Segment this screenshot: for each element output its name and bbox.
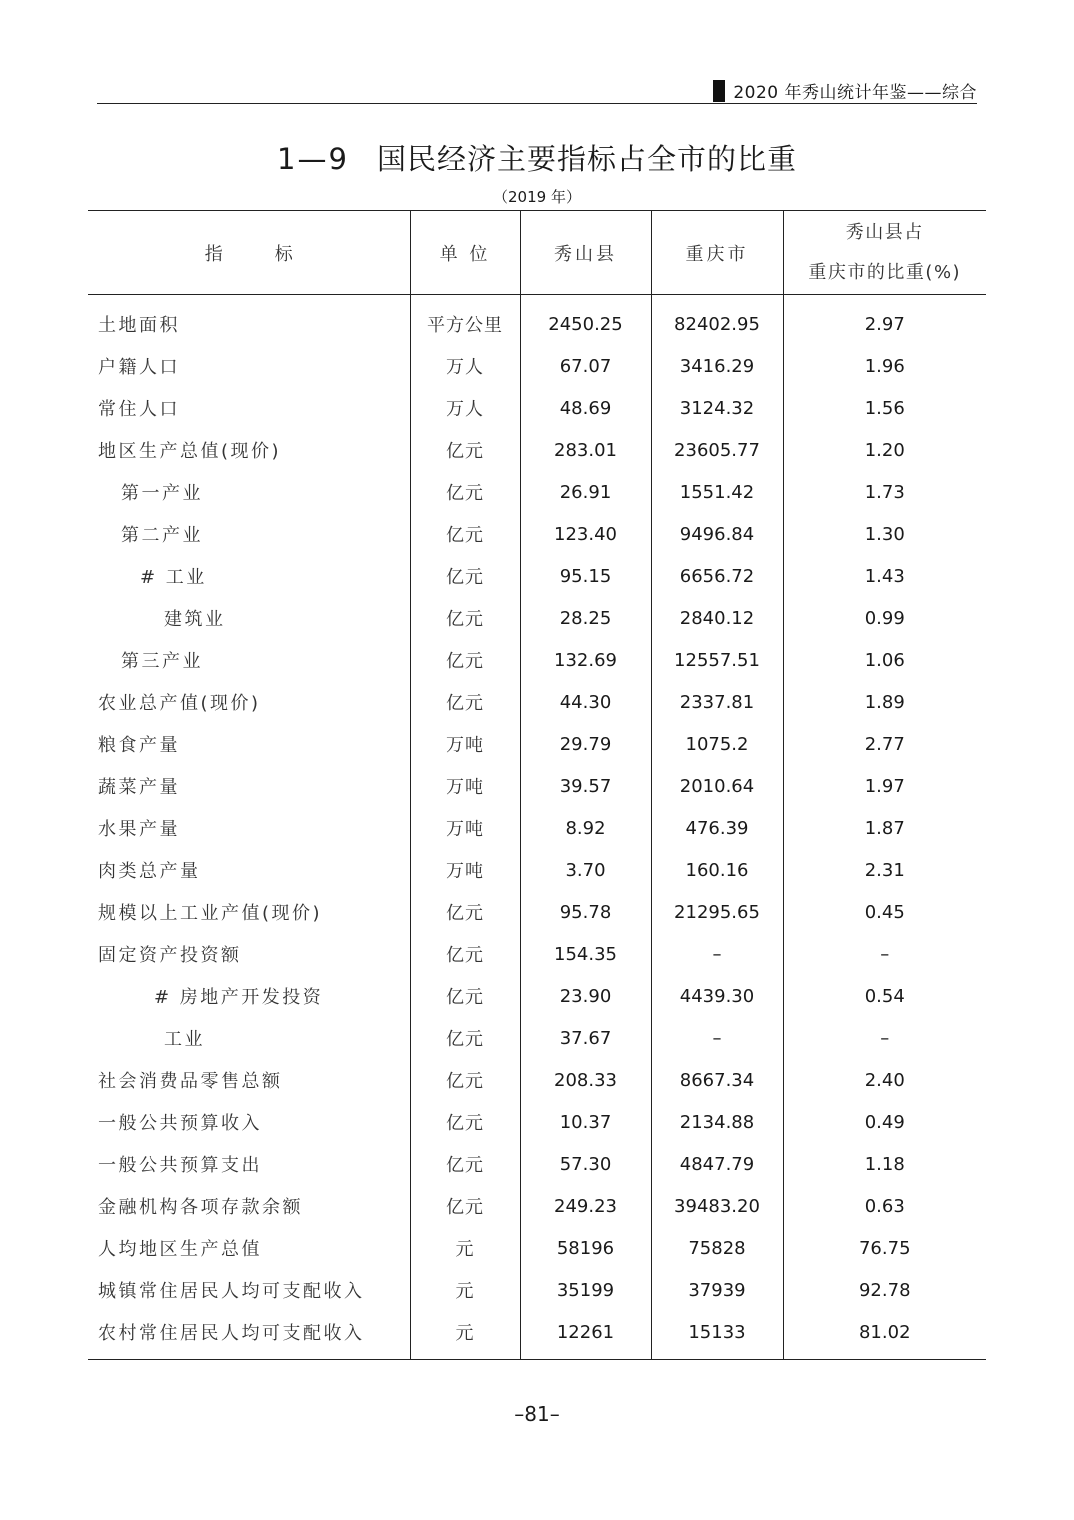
table-row [88,1143,986,1185]
unit-cell: 元 [410,1269,520,1311]
share-value-cell: 2.97 [783,295,986,346]
header-indicator: 指 标 [88,211,410,295]
share-value-cell: 1.56 [783,387,986,429]
chongqing-value-cell: 2337.81 [651,681,783,723]
indicator-table [88,210,986,1360]
table-row [88,1101,986,1143]
indicator-cell: 第三产业 [121,651,203,672]
share-value-cell: 76.75 [783,1227,986,1269]
chongqing-value-cell: 23605.77 [651,429,783,471]
chongqing-value-cell: 1551.42 [651,471,783,513]
indicator-cell: 土地面积 [98,315,180,336]
table-row [88,1227,986,1269]
chongqing-value-cell: 37939 [651,1269,783,1311]
indicator-cell: 城镇常住居民人均可支配收入 [98,1281,365,1302]
table-subtitle: （2019 年） [493,188,581,206]
xiushan-value-cell: 208.33 [520,1059,651,1101]
xiushan-value-cell: 10.37 [520,1101,651,1143]
header-share: 秀山县占 重庆市的比重(%) [783,211,986,295]
xiushan-value-cell: 8.92 [520,807,651,849]
table-row [88,975,986,1017]
chongqing-value-cell: 2840.12 [651,597,783,639]
share-value-cell: 1.30 [783,513,986,555]
indicator-cell: 建筑业 [164,609,226,630]
unit-cell: 亿元 [410,933,520,975]
share-value-cell: 2.77 [783,723,986,765]
xiushan-value-cell: 48.69 [520,387,651,429]
indicator-cell: 常住人口 [98,399,180,420]
indicator-cell: 固定资产投资额 [98,945,242,966]
indicator-cell: 人均地区生产总值 [98,1239,262,1260]
unit-cell: 亿元 [410,1017,520,1059]
chongqing-value-cell: 476.39 [651,807,783,849]
table-row [88,681,986,723]
xiushan-value-cell: 249.23 [520,1185,651,1227]
unit-cell: 亿元 [410,639,520,681]
share-value-cell: 0.63 [783,1185,986,1227]
indicator-cell: 金融机构各项存款余额 [98,1197,303,1218]
xiushan-value-cell: 35199 [520,1269,651,1311]
chongqing-value-cell: 39483.20 [651,1185,783,1227]
table-row [88,429,986,471]
share-value-cell: 2.31 [783,849,986,891]
unit-cell: 亿元 [410,1143,520,1185]
table-row [88,1185,986,1227]
page-header [97,76,977,104]
share-value-cell: 1.87 [783,807,986,849]
unit-cell: 亿元 [410,471,520,513]
xiushan-value-cell: 123.40 [520,513,651,555]
chongqing-value-cell: 12557.51 [651,639,783,681]
unit-cell: 万吨 [410,849,520,891]
share-value-cell: 0.45 [783,891,986,933]
indicator-cell: 工业 [164,1029,205,1050]
xiushan-value-cell: 44.30 [520,681,651,723]
share-value-cell: 92.78 [783,1269,986,1311]
indicator-cell: 蔬菜产量 [98,777,180,798]
table-row [88,891,986,933]
share-value-cell: 81.02 [783,1311,986,1360]
indicator-cell: 一般公共预算支出 [98,1155,262,1176]
unit-cell: 元 [410,1311,520,1360]
share-value-cell: 1.06 [783,639,986,681]
indicator-cell: 水果产量 [98,819,180,840]
share-value-cell: – [783,1017,986,1059]
share-value-cell: 1.97 [783,765,986,807]
table-row [88,345,986,387]
share-value-cell: 1.20 [783,429,986,471]
chongqing-value-cell: 1075.2 [651,723,783,765]
indicator-cell: 第二产业 [121,525,203,546]
unit-cell: 亿元 [410,513,520,555]
chongqing-value-cell: 75828 [651,1227,783,1269]
table-row [88,723,986,765]
unit-cell: 元 [410,1227,520,1269]
share-value-cell: 1.89 [783,681,986,723]
xiushan-value-cell: 2450.25 [520,295,651,346]
table-row [88,597,986,639]
chongqing-value-cell: – [651,1017,783,1059]
share-value-cell: 0.49 [783,1101,986,1143]
xiushan-value-cell: 23.90 [520,975,651,1017]
xiushan-value-cell: 37.67 [520,1017,651,1059]
table-number: 1—9 [277,142,349,176]
indicator-cell: # 房地产开发投资 [154,987,324,1008]
header-marker [713,80,725,102]
unit-cell: 万人 [410,345,520,387]
table-row [88,849,986,891]
unit-cell: 亿元 [410,891,520,933]
table-row [88,933,986,975]
table-title-text: 国民经济主要指标占全市的比重 [376,142,797,176]
chongqing-value-cell: 4847.79 [651,1143,783,1185]
indicator-cell: 户籍人口 [98,357,180,378]
table-row [88,807,986,849]
xiushan-value-cell: 3.70 [520,849,651,891]
xiushan-value-cell: 28.25 [520,597,651,639]
table-row [88,471,986,513]
header-title: 2020 年秀山统计年鉴——综合 [733,83,977,103]
xiushan-value-cell: 39.57 [520,765,651,807]
indicator-cell: 社会消费品零售总额 [98,1071,283,1092]
table-title [0,137,1074,178]
unit-cell: 万吨 [410,765,520,807]
unit-cell: 亿元 [410,1101,520,1143]
unit-cell: 万人 [410,387,520,429]
unit-cell: 亿元 [410,1185,520,1227]
indicator-cell: 地区生产总值(现价) [98,441,282,462]
table-row [88,1059,986,1101]
xiushan-value-cell: 132.69 [520,639,651,681]
indicator-cell: 第一产业 [121,483,203,504]
share-value-cell: 1.43 [783,555,986,597]
indicator-cell: 肉类总产量 [98,861,201,882]
unit-cell: 平方公里 [410,295,520,346]
xiushan-value-cell: 29.79 [520,723,651,765]
chongqing-value-cell: 3416.29 [651,345,783,387]
xiushan-value-cell: 95.15 [520,555,651,597]
table-row [88,555,986,597]
xiushan-value-cell: 154.35 [520,933,651,975]
share-value-cell: 0.54 [783,975,986,1017]
chongqing-value-cell: 9496.84 [651,513,783,555]
chongqing-value-cell: 3124.32 [651,387,783,429]
indicator-cell: 一般公共预算收入 [98,1113,262,1134]
share-value-cell: 1.96 [783,345,986,387]
table-row [88,1269,986,1311]
table-row [88,387,986,429]
chongqing-value-cell: 4439.30 [651,975,783,1017]
unit-cell: 亿元 [410,1059,520,1101]
unit-cell: 亿元 [410,681,520,723]
indicator-cell: 农业总产值(现价) [98,693,261,714]
xiushan-value-cell: 95.78 [520,891,651,933]
xiushan-value-cell: 67.07 [520,345,651,387]
page-number: –81– [514,1402,560,1426]
header-chongqing: 重庆市 [651,211,783,295]
table-row [88,513,986,555]
header-xiushan: 秀山县 [520,211,651,295]
table-row [88,295,986,346]
share-value-cell: 1.18 [783,1143,986,1185]
table-row [88,1017,986,1059]
header-unit: 单 位 [410,211,520,295]
indicator-cell: 农村常住居民人均可支配收入 [88,1311,410,1360]
table-row [88,639,986,681]
chongqing-value-cell: 15133 [651,1311,783,1360]
chongqing-value-cell: 2134.88 [651,1101,783,1143]
unit-cell: 亿元 [410,975,520,1017]
unit-cell: 亿元 [410,597,520,639]
chongqing-value-cell: 160.16 [651,849,783,891]
chongqing-value-cell: 8667.34 [651,1059,783,1101]
chongqing-value-cell: 2010.64 [651,765,783,807]
table-header-row [88,211,986,295]
unit-cell: 亿元 [410,555,520,597]
unit-cell: 亿元 [410,429,520,471]
chongqing-value-cell: 21295.65 [651,891,783,933]
share-value-cell: 1.73 [783,471,986,513]
chongqing-value-cell: 82402.95 [651,295,783,346]
unit-cell: 万吨 [410,807,520,849]
share-value-cell: 0.99 [783,597,986,639]
chongqing-value-cell: 6656.72 [651,555,783,597]
indicator-cell: # 工业 [140,567,207,588]
share-value-cell: 2.40 [783,1059,986,1101]
xiushan-value-cell: 57.30 [520,1143,651,1185]
xiushan-value-cell: 26.91 [520,471,651,513]
table-row [88,765,986,807]
share-value-cell: – [783,933,986,975]
xiushan-value-cell: 283.01 [520,429,651,471]
xiushan-value-cell: 58196 [520,1227,651,1269]
unit-cell: 万吨 [410,723,520,765]
table-row [88,1311,986,1360]
indicator-cell: 粮食产量 [98,735,180,756]
xiushan-value-cell: 12261 [520,1311,651,1360]
chongqing-value-cell: – [651,933,783,975]
indicator-cell: 规模以上工业产值(现价) [98,903,323,924]
